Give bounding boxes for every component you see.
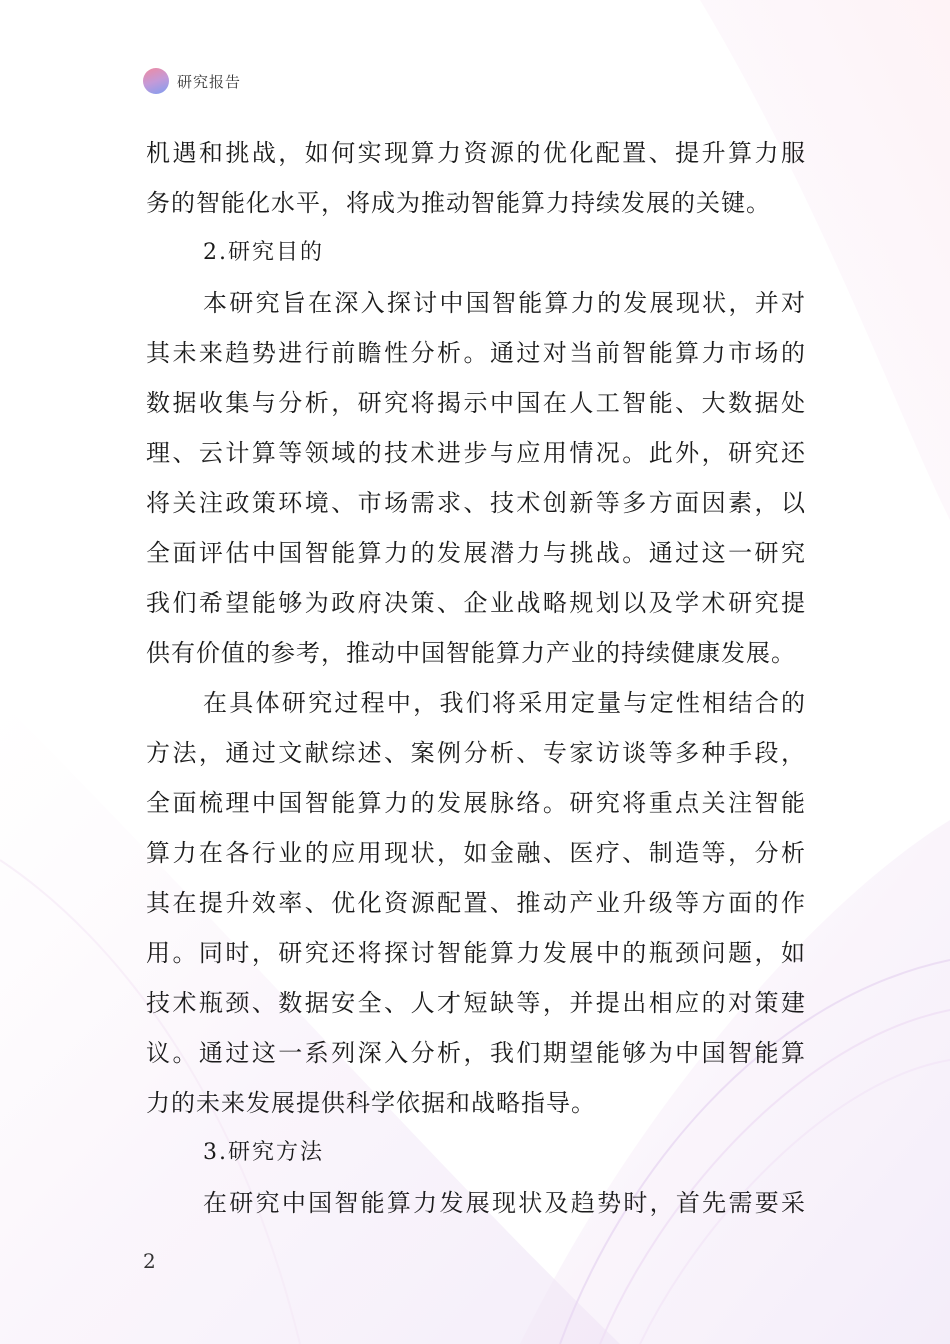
text-line: 用。同时，研究还将探讨智能算力发展中的瓶颈问题，如 <box>146 939 806 967</box>
paragraph-continuation <box>146 128 806 228</box>
paragraph-research-process <box>146 678 806 1128</box>
text-line: 在研究中国智能算力发展现状及趋势时，首先需要采 <box>203 1189 806 1217</box>
header-title: 研究报告 <box>177 72 242 91</box>
text-line: 其未来趋势进行前瞻性分析。通过对当前智能算力市场的 <box>146 339 806 367</box>
logo-circle-icon <box>143 68 169 94</box>
text-line: 算力在各行业的应用现状，如金融、医疗、制造等，分析 <box>146 839 806 867</box>
text-line: 务的智能化水平，将成为推动智能算力持续发展的关键。 <box>146 189 771 217</box>
document-body <box>146 128 806 1228</box>
text-line: 本研究旨在深入探讨中国智能算力的发展现状，并对 <box>203 289 806 317</box>
text-line: 技术瓶颈、数据安全、人才短缺等，并提出相应的对策建 <box>146 989 806 1017</box>
section-heading-research-method: 3.研究方法 <box>203 1140 324 1165</box>
text-line: 数据收集与分析，研究将揭示中国在人工智能、大数据处 <box>146 389 806 417</box>
text-line: 全面梳理中国智能算力的发展脉络。研究将重点关注智能 <box>146 789 806 817</box>
text-line: 议。通过这一系列深入分析，我们期望能够为中国智能算 <box>146 1039 806 1067</box>
paragraph-research-purpose <box>146 278 806 678</box>
text-line: 将关注政策环境、市场需求、技术创新等多方面因素，以 <box>146 489 806 517</box>
text-line: 力的未来发展提供科学依据和战略指导。 <box>146 1089 596 1117</box>
report-header <box>143 66 241 96</box>
text-line: 供有价值的参考，推动中国智能算力产业的持续健康发展。 <box>146 639 796 667</box>
text-line: 机遇和挑战，如何实现算力资源的优化配置、提升算力服 <box>146 139 806 167</box>
section-heading-research-purpose: 2.研究目的 <box>203 240 324 265</box>
text-line: 在具体研究过程中，我们将采用定量与定性相结合的 <box>203 689 806 717</box>
text-line: 我们希望能够为政府决策、企业战略规划以及学术研究提 <box>146 589 806 617</box>
text-line: 方法，通过文献综述、案例分析、专家访谈等多种手段， <box>146 739 806 767</box>
page-number: 2 <box>143 1249 156 1273</box>
text-line: 理、云计算等领域的技术进步与应用情况。此外，研究还 <box>146 439 806 467</box>
text-line: 全面评估中国智能算力的发展潜力与挑战。通过这一研究 <box>146 539 806 567</box>
text-line: 其在提升效率、优化资源配置、推动产业升级等方面的作 <box>146 889 806 917</box>
paragraph-research-method <box>146 1178 806 1228</box>
